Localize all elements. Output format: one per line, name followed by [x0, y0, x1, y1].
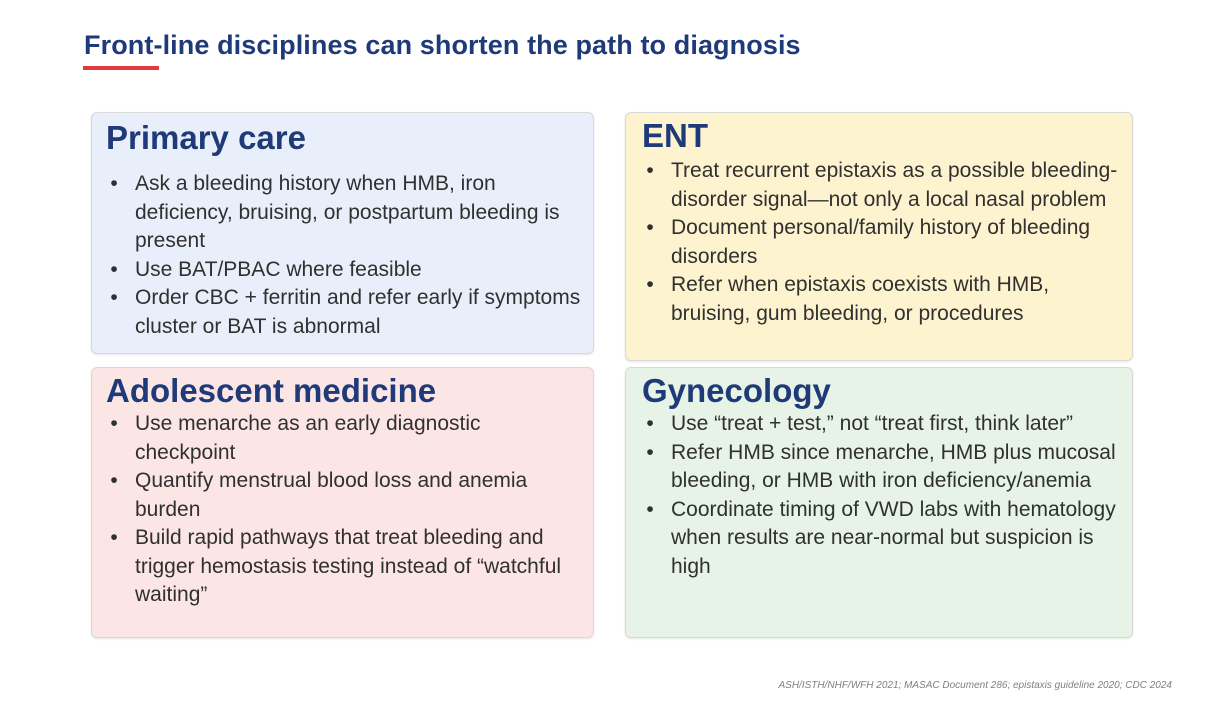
card-bullet-list: [106, 410, 581, 610]
list-item-text: Ask a bleeding history when HMB, iron deficiency, bruising, or postpartum bleeding is present: [135, 172, 560, 252]
list-item: [642, 214, 1120, 271]
ent-card: [625, 112, 1133, 361]
list-item-text: Build rapid pathways that treat bleeding and trigger hemostasis testing instead of “watchful waiting”: [135, 526, 562, 606]
list-item-text: Use menarche as an early diagnostic checkpoint: [135, 412, 481, 464]
list-item-text: Treat recurrent epistaxis as a possible bleeding-disorder signal—not only a local nasal problem: [671, 159, 1118, 211]
list-item-text: Refer HMB since menarche, HMB plus mucosal bleeding, or HMB with iron deficiency/anemia: [671, 440, 1116, 492]
list-item-text: Document personal/family history of bleeding disorders: [671, 216, 1091, 268]
source-citation: ASH/ISTH/NHF/WFH 2021; MASAC Document 286; epistaxis guideline 2020; CDC 2024: [778, 680, 1172, 691]
list-item: [106, 467, 581, 524]
primary-care-card: [91, 112, 594, 354]
bullet-icon: •: [110, 257, 118, 281]
card-heading: Adolescent medicine: [106, 372, 437, 409]
card-bullet-list: [642, 157, 1120, 328]
list-item-text: Order CBC + ferritin and refer early if symptoms cluster or BAT is abnormal: [135, 286, 581, 338]
gynecology-card: [625, 367, 1133, 638]
bullet-icon: •: [646, 440, 654, 464]
bullet-icon: •: [110, 172, 118, 195]
list-item: [642, 410, 1120, 439]
list-item: [106, 524, 581, 610]
list-item: [642, 157, 1120, 214]
list-item: [106, 256, 581, 285]
list-item: [642, 439, 1120, 496]
adolescent-medicine-card: [91, 367, 594, 638]
bullet-icon: •: [110, 286, 118, 309]
bullet-icon: •: [646, 273, 654, 296]
bullet-icon: •: [646, 216, 654, 239]
bullet-icon: •: [646, 497, 654, 521]
list-item: [106, 170, 581, 256]
bullet-icon: •: [110, 469, 118, 492]
bullet-icon: •: [110, 412, 118, 435]
list-item-text: Refer when epistaxis coexists with HMB, bruising, gum bleeding, or procedures: [671, 273, 1050, 325]
title-accent-underline: [83, 66, 159, 70]
list-item: [642, 496, 1120, 582]
list-item-text: Quantify menstrual blood loss and anemia burden: [135, 469, 528, 521]
list-item-text: Use “treat + test,” not “treat first, think later”: [671, 412, 1074, 435]
bullet-icon: •: [646, 159, 654, 182]
card-heading: Primary care: [106, 119, 306, 156]
card-heading: ENT: [642, 117, 708, 154]
bullet-icon: •: [110, 526, 118, 549]
slide-title: Front-line disciplines can shorten the path to diagnosis: [84, 30, 801, 60]
card-bullet-list: [642, 410, 1120, 581]
list-item-text: Coordinate timing of VWD labs with hematology when results are near-normal but suspicion is high: [671, 497, 1116, 578]
list-item: [106, 410, 581, 467]
card-heading: Gynecology: [642, 372, 831, 409]
list-item: [106, 284, 581, 341]
list-item: [642, 271, 1120, 328]
bullet-icon: •: [646, 412, 654, 435]
card-bullet-list: [106, 170, 581, 341]
list-item-text: Use BAT/PBAC where feasible: [135, 257, 422, 281]
